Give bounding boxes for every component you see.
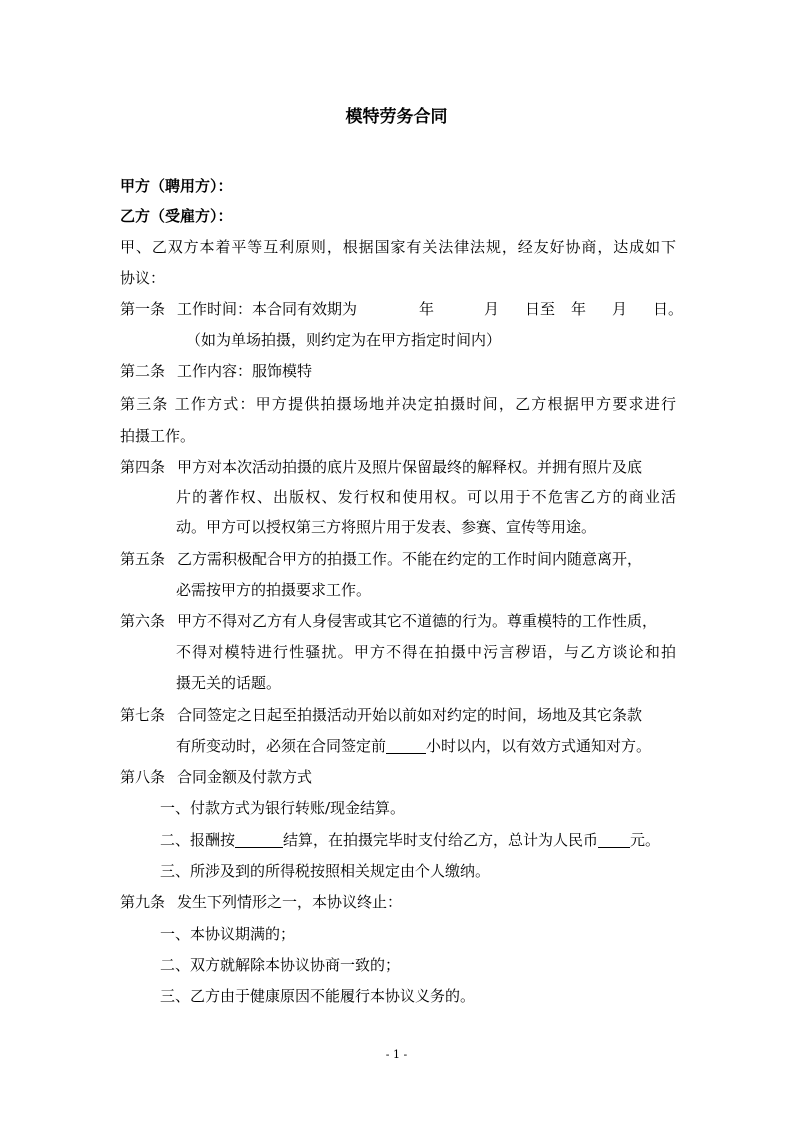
- article-4-line-1: [120, 456, 642, 478]
- article-7-text-2b: 小时以内，以有效方式通知对方。: [426, 737, 652, 755]
- article-4-number: 第四条: [120, 458, 166, 476]
- article-6-line-3: 摄无关的话题。: [176, 674, 282, 692]
- article-9-text: 发生下列情形之一，本协议终止：: [177, 893, 403, 911]
- article-3-line-1: [120, 393, 676, 415]
- party-b-label: 乙方（受雇方）：: [120, 207, 233, 225]
- page-number: - 1 -: [385, 1048, 408, 1061]
- article-6-number: 第六条: [120, 612, 166, 630]
- article-1-number: 第一条: [120, 300, 166, 318]
- article-5-text-1: 乙方需积极配合甲方的拍摄工作。不能在约定的工作时间内随意离开，: [177, 550, 643, 568]
- article-1-month-1: 月: [484, 300, 500, 318]
- pay-basis-blank[interactable]: [235, 831, 283, 848]
- article-3-text-1: 工作方式：甲方提供拍摄场地并决定拍摄时间，乙方根据甲方要求进行: [174, 395, 676, 413]
- article-1-note: （如为单场拍摄，则约定为在甲方指定时间内）: [186, 331, 502, 349]
- article-8-item-2a: 二、报酬按: [160, 831, 236, 849]
- article-5-line-1: [120, 548, 642, 570]
- article-9-item-1: 一、本协议期满的；: [160, 925, 296, 943]
- article-6-text-1: 甲方不得对乙方有人身侵害或其它不道德的行为。尊重模特的工作性质，: [177, 612, 658, 630]
- article-2-text: 工作内容：服饰模特: [177, 362, 313, 380]
- article-6-line-2: 不得对模特进行性骚扰。甲方不得在拍摄中污言秽语，与乙方谈论和拍: [176, 643, 676, 661]
- article-1-day-2: 日。: [653, 300, 684, 318]
- article-4-text-1: 甲方对本次活动拍摄的底片及照片保留最终的解释权。并拥有照片及底: [177, 458, 643, 476]
- article-8-item-2: [160, 829, 660, 851]
- article-8-text: 合同金额及付款方式: [177, 768, 313, 786]
- article-9-number: 第九条: [120, 893, 166, 911]
- article-9: [120, 891, 402, 913]
- article-4-line-3: 动。甲方可以授权第三方将照片用于发表、参赛、宣传等用途。: [176, 518, 597, 536]
- article-6-line-1: [120, 610, 657, 632]
- article-9-item-3: 三、乙方由于健康原因不能履行本协议义务的。: [160, 987, 476, 1005]
- article-8-item-2b: 结算，在拍摄完毕时支付给乙方，总计为人民币: [283, 831, 599, 849]
- article-7-text-2a: 有所变动时，必须在合同签定前: [176, 737, 387, 755]
- intro-line-1: 甲、乙双方本着平等互利原则，根据国家有关法律法规，经友好协商，达成如下: [120, 238, 676, 256]
- article-2: [120, 360, 312, 382]
- article-8-item-3: 三、所涉及到的所得税按照相关规定由个人缴纳。: [160, 862, 491, 880]
- article-5-line-2: 必需按甲方的拍摄要求工作。: [176, 581, 372, 599]
- article-1-year-1: 年: [419, 300, 435, 318]
- article-9-item-2: 二、双方就解除本协议协商一致的；: [160, 956, 401, 974]
- article-1-lead: 工作时间：本合同有效期为: [177, 300, 358, 318]
- document-title: 模特劳务合同: [345, 107, 448, 127]
- article-3-number: 第三条: [120, 395, 169, 413]
- article-8: [120, 766, 312, 788]
- intro-line-2: 协议：: [120, 269, 166, 287]
- article-8-item-2c: 元。: [630, 831, 661, 849]
- amount-blank[interactable]: [598, 831, 630, 848]
- article-1-month-2: 月: [612, 300, 628, 318]
- article-1: [120, 298, 684, 320]
- article-4-line-2: 片的著作权、出版权、发行权和使用权。可以用于不危害乙方的商业活: [176, 488, 676, 506]
- article-1-year-2: 年: [571, 300, 587, 318]
- article-7-line-2: [176, 735, 676, 757]
- article-1-day-1: 日至: [525, 300, 556, 318]
- article-2-number: 第二条: [120, 362, 166, 380]
- article-8-number: 第八条: [120, 768, 166, 786]
- party-a-label: 甲方（聘用方）：: [120, 177, 233, 195]
- article-7-text-1: 合同签定之日起至拍摄活动开始以前如对约定的时间，场地及其它条款: [177, 706, 643, 724]
- hours-blank[interactable]: [386, 737, 426, 754]
- article-7-line-1: [120, 704, 642, 726]
- article-5-number: 第五条: [120, 550, 166, 568]
- article-3-line-2: 拍摄工作。: [120, 427, 196, 445]
- article-8-item-1: 一、付款方式为银行转账/现金结算。: [160, 799, 406, 817]
- article-7-number: 第七条: [120, 706, 166, 724]
